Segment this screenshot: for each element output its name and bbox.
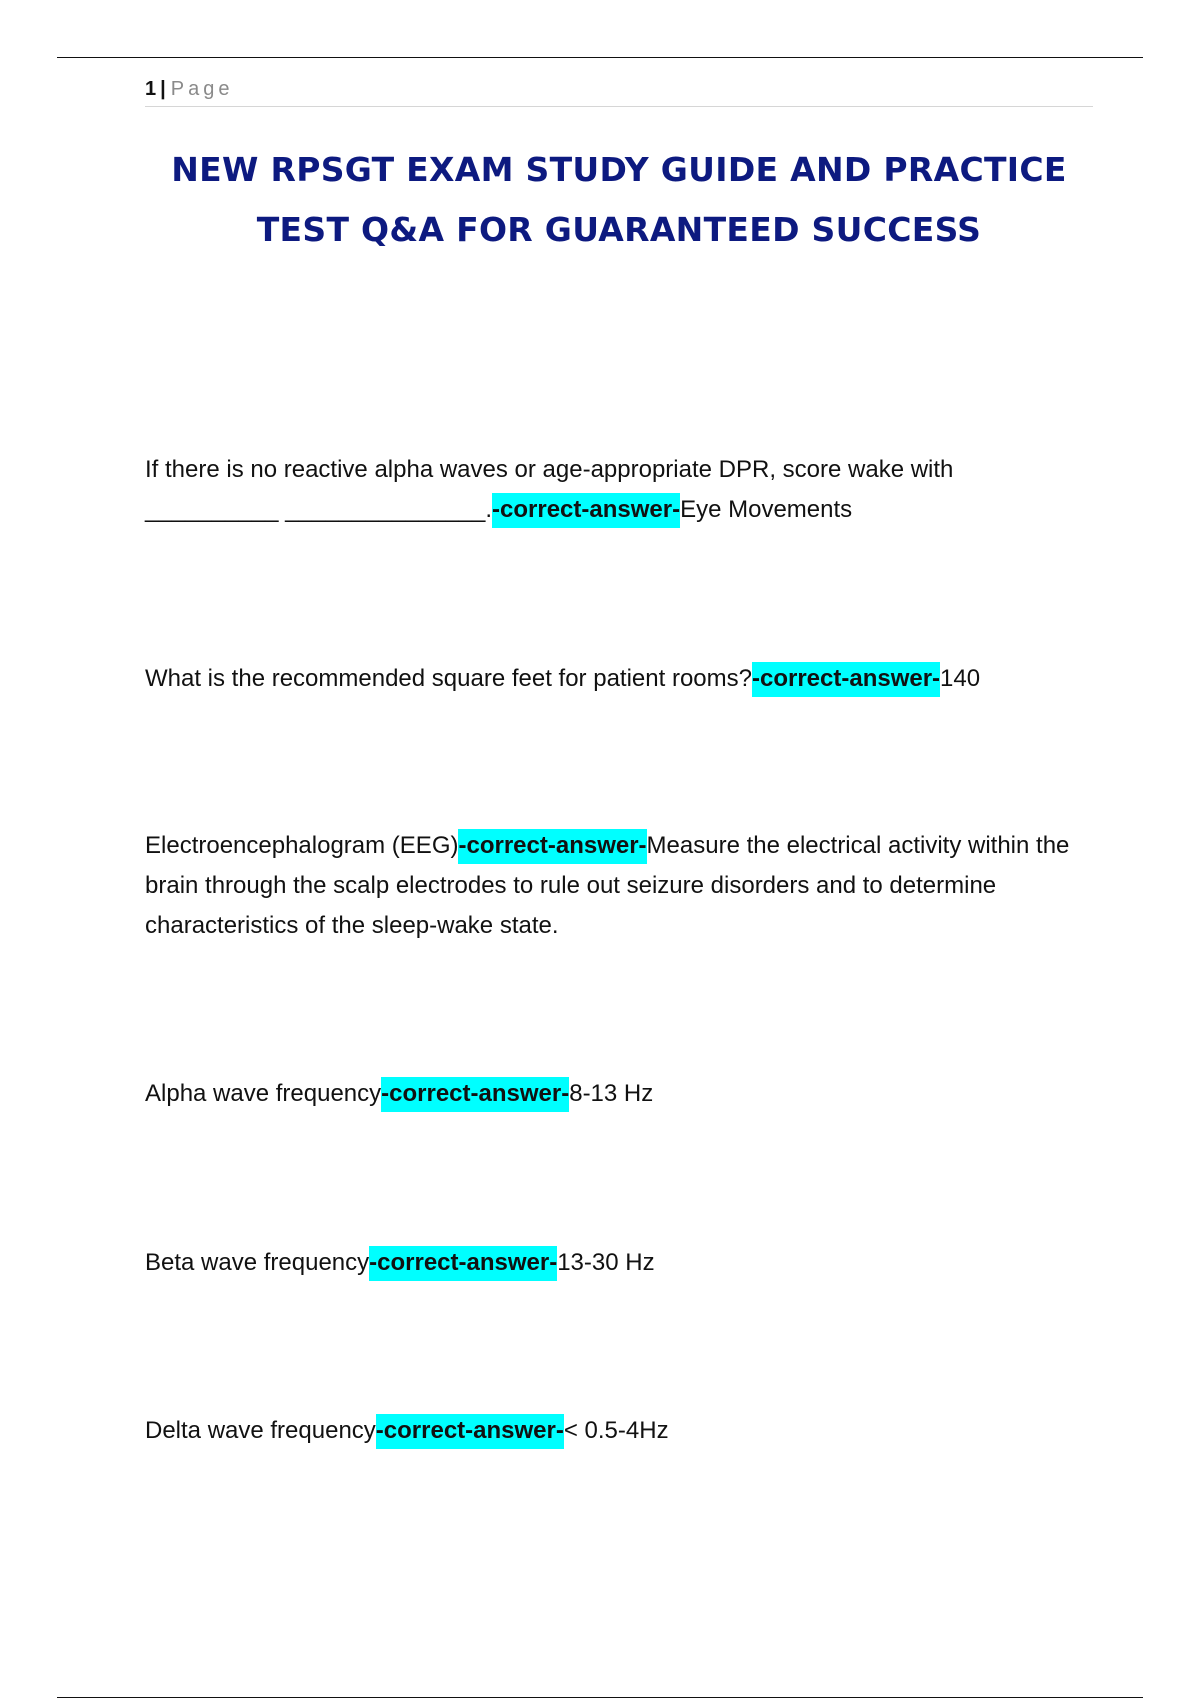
answer-text: Eye Movements (680, 496, 853, 523)
qa-item (145, 659, 1085, 699)
page-header (145, 76, 1093, 107)
page-separator: | (160, 78, 166, 100)
correct-answer-marker: -correct-answer- (492, 493, 680, 528)
question-text: Electroencephalogram (EEG) (145, 832, 459, 859)
question-text: Delta wave frequency (145, 1417, 376, 1444)
answer-text: < 0.5-4Hz (563, 1417, 669, 1444)
page-number: 1 (145, 78, 157, 100)
answer-text: Measure the electrical activity within the brain through the scalp electrodes to rule out seizure disorders and to determine characteristics of the sleep-wake state. (145, 832, 1070, 939)
question-text: Beta wave frequency (145, 1249, 370, 1276)
correct-answer-marker: -correct-answer- (458, 829, 646, 864)
qa-item (145, 450, 1085, 530)
correct-answer-marker: -correct-answer- (376, 1414, 564, 1449)
qa-item (145, 826, 1085, 946)
question-text: If there is no reactive alpha waves or age-appropriate DPR, score wake with __________ _______________. (145, 456, 954, 523)
qa-item (145, 1411, 1085, 1451)
top-rule (57, 57, 1143, 58)
question-text: What is the recommended square feet for patient rooms? (145, 665, 752, 692)
qa-item (145, 1243, 1085, 1283)
qa-item (145, 1074, 1085, 1114)
answer-text: 13-30 Hz (557, 1249, 655, 1276)
correct-answer-marker: -correct-answer- (381, 1077, 569, 1112)
correct-answer-marker: -correct-answer- (369, 1246, 557, 1281)
document-title: NEW RPSGT EXAM STUDY GUIDE AND PRACTICE TEST Q&A FOR GUARANTEED SUCCESS (171, 150, 1067, 249)
bottom-rule (57, 1697, 1143, 1698)
answer-text: 8-13 Hz (569, 1080, 654, 1107)
page-label: Page (170, 78, 234, 100)
correct-answer-marker: -correct-answer- (752, 662, 940, 697)
question-text: Alpha wave frequency (145, 1080, 382, 1107)
answer-text: 140 (940, 665, 981, 692)
